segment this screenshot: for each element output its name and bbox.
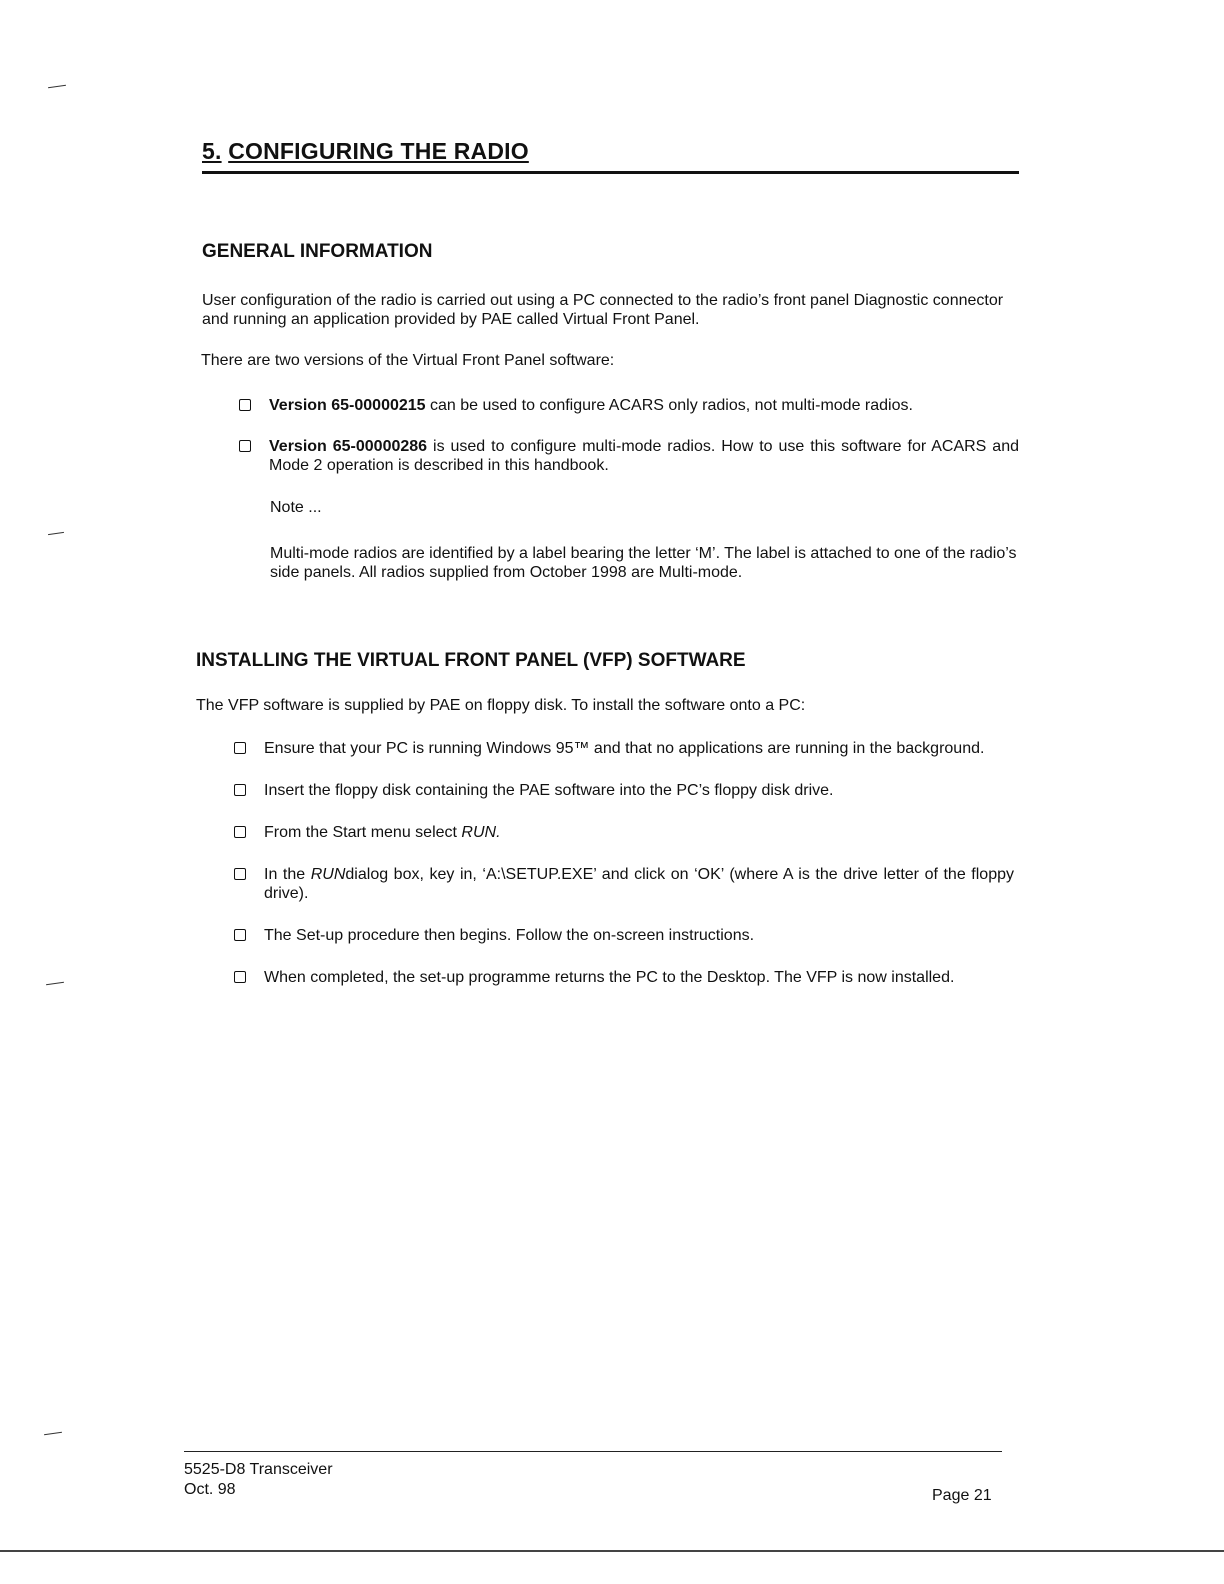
note-text: Multi-mode radios are identified by a label bearing the letter ‘M’. The label is attached to one of the radio’s side panels. All radios supplied from October 1998 are Multi-mode. [270, 545, 1017, 581]
section-heading-install: INSTALLING THE VIRTUAL FRONT PANEL (VFP) SOFTWARE [196, 650, 746, 671]
checkbox-bullet-icon [234, 971, 246, 983]
note-label: Note ... [270, 499, 322, 516]
page-bottom-edge [0, 1550, 1224, 1552]
step-text: Ensure that your PC is running Windows 95™ and that no applications are running in the background. [264, 740, 985, 757]
page-number: Page 21 [932, 1487, 992, 1504]
scan-mark [48, 85, 66, 88]
footer-date: Oct. 98 [184, 1481, 236, 1498]
checkbox-bullet-icon [239, 399, 251, 411]
chapter-number: 5. [202, 138, 222, 164]
list-item [239, 437, 1019, 475]
checkbox-bullet-icon [234, 929, 246, 941]
version-number: Version 65-00000215 [269, 397, 426, 414]
version-description: can be used to configure ACARS only radios, not multi-mode radios. [425, 397, 913, 414]
chapter-title-text: CONFIGURING THE RADIO [228, 138, 529, 164]
step-text: dialog box, key in, ‘A:\SETUP.EXE’ and click on ‘OK’ (where A is the drive letter of the floppy drive). [264, 866, 1014, 902]
install-steps [234, 739, 1014, 987]
footer-product: 5525-D8 Transceiver [184, 1461, 333, 1478]
version-number: Version 65-00000286 [269, 438, 428, 455]
step-text: Insert the floppy disk containing the PAE software into the PC’s floppy disk drive. [264, 782, 834, 799]
run-command: RUN [310, 866, 346, 883]
versions-intro: There are two versions of the Virtual Front Panel software: [201, 352, 615, 369]
checkbox-bullet-icon [234, 742, 246, 754]
scan-mark [48, 532, 64, 535]
checkbox-bullet-icon [234, 868, 246, 880]
versions-list [239, 396, 1019, 475]
chapter-title [202, 138, 1019, 174]
list-item [234, 781, 1014, 800]
step-text: In the [264, 866, 311, 883]
list-item [234, 926, 1014, 945]
checkbox-bullet-icon [239, 440, 251, 452]
step-text: From the Start menu select [264, 824, 462, 841]
checkbox-bullet-icon [234, 826, 246, 838]
general-intro: User configuration of the radio is carried out using a PC connected to the radio’s front panel Diagnostic connector and running an application provided by PAE called Virtual Front Panel. [202, 292, 1004, 328]
list-item [234, 865, 1014, 903]
list-item [234, 968, 1014, 987]
run-command: RUN. [461, 824, 501, 841]
step-text: When completed, the set-up programme returns the PC to the Desktop. The VFP is now installed. [264, 969, 955, 986]
step-text: The Set-up procedure then begins. Follow the on-screen instructions. [264, 927, 755, 944]
list-item [234, 739, 1014, 758]
footer-divider [184, 1451, 1002, 1452]
section-heading-general: GENERAL INFORMATION [202, 241, 433, 262]
list-item [239, 396, 1019, 415]
version-description: is used to configure multi-mode radios. How to use this software for ACARS and Mode 2 operation is described in this handbook. [269, 438, 1019, 474]
checkbox-bullet-icon [234, 784, 246, 796]
scan-mark [46, 982, 64, 985]
list-item [234, 823, 1014, 842]
install-intro: The VFP software is supplied by PAE on floppy disk. To install the software onto a PC: [196, 697, 806, 714]
scan-mark [44, 1432, 62, 1435]
